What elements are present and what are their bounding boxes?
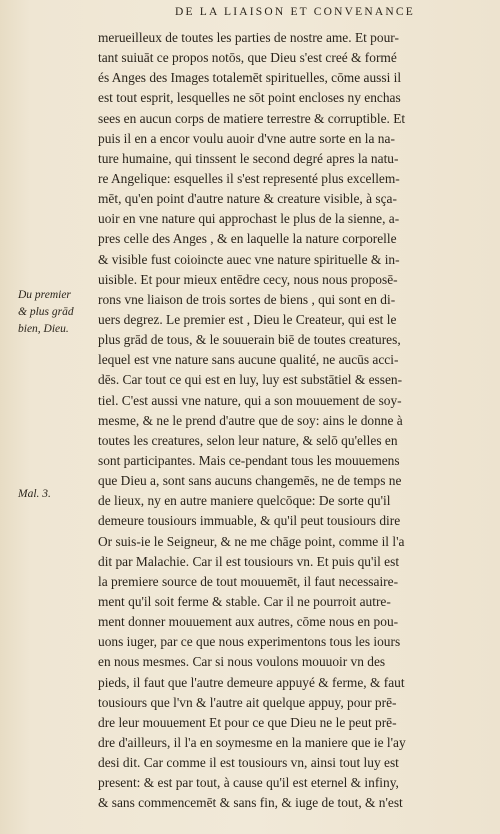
text-line: tousiours que l'vn & l'autre ait quelque appuy, pour prē-: [98, 694, 397, 710]
text-line: est tout esprit, lesquelles ne sōt point encloses ny enchas: [98, 90, 401, 106]
text-line: que Dieu a, sont sans aucuns changemēs, ne de temps ne: [98, 473, 402, 489]
text-line: ture humaine, qui tinssent le second degré apres la natu-: [98, 150, 399, 166]
text-line: present: & est par tout, à cause qu'il est eternel & infiny,: [98, 775, 399, 791]
text-line: en nous mesmes. Car si nous voulons mouuoir vn des: [98, 654, 386, 670]
text-line: rons vne liaison de trois sortes de biens , qui sont en di-: [98, 291, 396, 307]
margin-note-premier-bien: [18, 287, 100, 338]
text-line: & visible fust coioincte auec vne nature spirituelle & in-: [98, 251, 400, 267]
text-line: sont participantes. Mais ce-pendant tous les mouuemens: [98, 452, 400, 468]
running-head: DE LA LIAISON ET CONVENANCE: [175, 6, 415, 18]
text-line: la premiere source de tout mouuemēt, il faut necessaire-: [98, 573, 399, 589]
text-line: merueilleux de toutes les parties de nostre ame. Et pour-: [98, 30, 399, 45]
text-line: mesme, & ne le prend d'autre que de soy: ains le donne à: [98, 412, 403, 428]
text-line: dre leur mouuement Et pour ce que Dieu ne le peut prē-: [98, 714, 397, 730]
text-line: re Angelique: esquelles il s'est representé plus excellem-: [98, 170, 400, 186]
text-line: desi dit. Car comme il est tousiours vn, ainsi tout luy est: [98, 755, 399, 771]
text-line: dit par Malachie. Car il est tousiours vn. Et puis qu'il est: [98, 553, 400, 569]
text-line: dēs. Car tout ce qui est en luy, luy est substātiel & essen-: [98, 372, 403, 388]
margin-note-malachie: [18, 486, 100, 503]
text-line: ment donner mouuement aux autres, cōme nous en pou-: [98, 614, 399, 630]
text-line: uons iuger, par ce que nous experimentons tous les iours: [98, 634, 401, 650]
text-line: Or suis-ie le Seigneur, & ne me chāge point, comme il l'a: [98, 533, 405, 549]
margin-note-line: Du premier: [18, 289, 71, 301]
text-line: de lieux, ny en autre maniere quelcōque: De sorte qu'il: [98, 493, 391, 509]
text-line: puis il en a encor voulu auoir d'vne autre sorte en la na-: [98, 130, 395, 146]
text-line: tant suiuāt ce propos notōs, que Dieu s'est creé & formé: [98, 50, 397, 66]
text-line: és Anges des Images totalemēt spirituelles, cōme aussi il: [98, 70, 402, 86]
text-line: sees en aucun corps de matiere terrestre & corruptible. Et: [98, 110, 406, 126]
body-text: [98, 28, 482, 813]
text-line: & sans commencemēt & sans fin, & iuge de tout, & n'est: [98, 795, 403, 811]
text-line: uers degrez. Le premier est , Dieu le Createur, qui est le: [98, 311, 397, 327]
margin-note-line: & plus grād: [18, 306, 74, 318]
text-line: uisible. Et pour mieux entēdre cecy, nous nous proposē-: [98, 271, 398, 287]
margin-note-line: bien, Dieu.: [18, 323, 69, 335]
text-line: pieds, il faut que l'autre demeure appuyé & ferme, & faut: [98, 674, 405, 690]
text-line: tiel. C'est aussi vne nature, qui a son mouuement de soy-: [98, 392, 402, 408]
text-line: dre d'ailleurs, il l'a en soymesme en la maniere que ie l'ay: [98, 734, 406, 750]
text-line: demeure tousiours immuable, & qu'il peut tousiours dire: [98, 513, 401, 529]
text-line: uoir en vne nature qui approchast le plus de la sienne, a-: [98, 211, 400, 227]
text-line: lequel est vne nature sans aucune qualité, ne aucūs acci-: [98, 352, 399, 368]
text-line: mēt, qu'en point d'autre nature & creature visible, à sça-: [98, 191, 397, 207]
text-line: ment qu'il soit ferme & stable. Car il ne pourroit autre-: [98, 593, 391, 609]
text-line: toutes les creatures, selon leur nature, & selō qu'elles en: [98, 432, 398, 448]
text-line: plus grād de tous, & le souuerain biē de toutes creatures,: [98, 332, 401, 348]
text-line: pres celle des Anges , & en laquelle la nature corporelle: [98, 231, 397, 247]
margin-note-line: Mal. 3.: [18, 488, 51, 500]
